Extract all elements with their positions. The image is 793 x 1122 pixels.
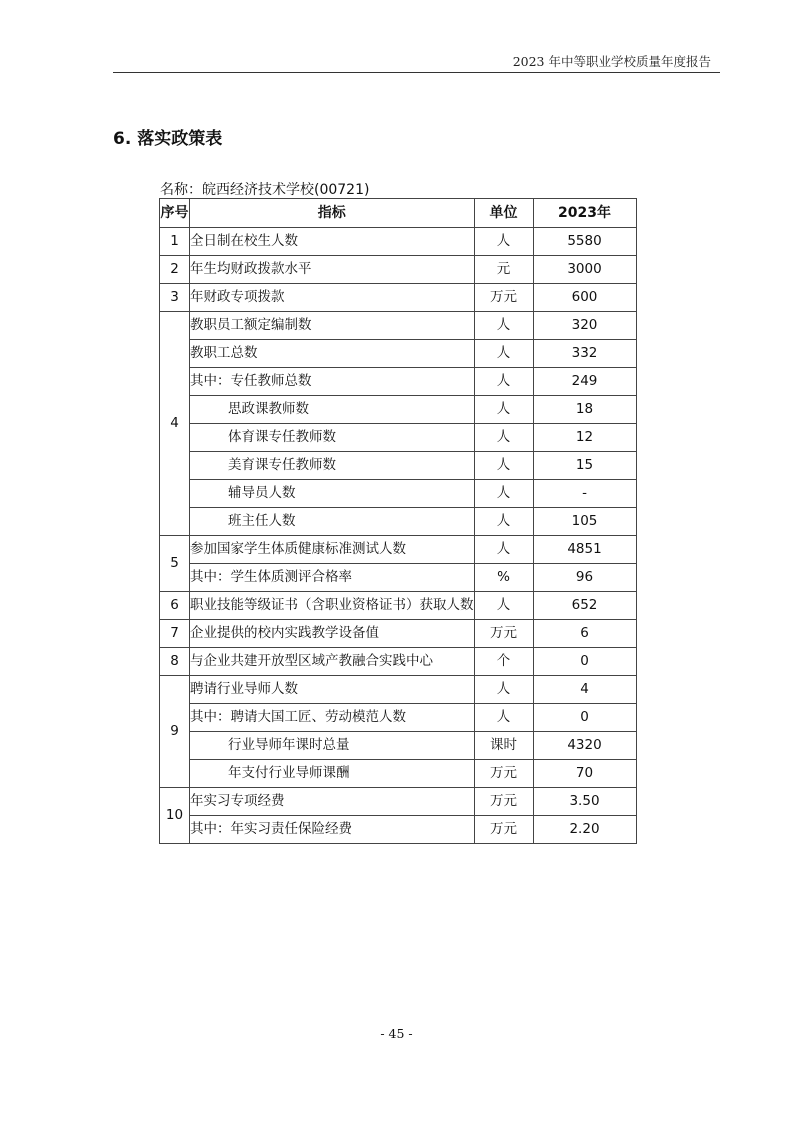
value-cell: 15 xyxy=(533,452,636,480)
unit-cell: 人 xyxy=(474,312,533,340)
unit-cell: 个 xyxy=(474,648,533,676)
value-cell: 105 xyxy=(533,508,636,536)
policy-table xyxy=(159,198,637,844)
value-cell: 3.50 xyxy=(533,788,636,816)
value-cell: - xyxy=(533,480,636,508)
indicator-cell: 其中：聘请大国工匠、劳动模范人数 xyxy=(190,704,475,732)
table-row xyxy=(160,396,637,424)
row-number: 5 xyxy=(160,536,190,592)
unit-cell: 人 xyxy=(474,536,533,564)
indicator-cell: 参加国家学生体质健康标准测试人数 xyxy=(190,536,475,564)
table-row xyxy=(160,368,637,396)
table-row xyxy=(160,256,637,284)
header-indicator: 指标 xyxy=(190,199,475,228)
value-cell: 0 xyxy=(533,648,636,676)
row-number: 3 xyxy=(160,284,190,312)
unit-cell: 人 xyxy=(474,480,533,508)
row-number: 6 xyxy=(160,592,190,620)
value-cell: 652 xyxy=(533,592,636,620)
table-row xyxy=(160,564,637,592)
table-row xyxy=(160,676,637,704)
indicator-cell: 职业技能等级证书（含职业资格证书）获取人数 xyxy=(190,592,475,620)
value-cell: 70 xyxy=(533,760,636,788)
indicator-cell: 其中：学生体质测评合格率 xyxy=(190,564,475,592)
indicator-cell: 其中：专任教师总数 xyxy=(190,368,475,396)
table-row xyxy=(160,592,637,620)
table-row xyxy=(160,788,637,816)
header-divider xyxy=(113,72,720,73)
section-title: 6. 落实政策表 xyxy=(113,129,223,149)
school-name: 名称：皖西经济技术学校(00721) xyxy=(160,182,370,198)
unit-cell: 人 xyxy=(474,452,533,480)
table-header-row xyxy=(160,199,637,228)
row-number: 2 xyxy=(160,256,190,284)
indicator-cell: 与企业共建开放型区域产教融合实践中心 xyxy=(190,648,475,676)
value-cell: 2.20 xyxy=(533,816,636,844)
table-row xyxy=(160,536,637,564)
indicator-cell: 教职工总数 xyxy=(190,340,475,368)
table-row xyxy=(160,816,637,844)
table-row xyxy=(160,648,637,676)
table-row xyxy=(160,340,637,368)
indicator-cell: 企业提供的校内实践教学设备值 xyxy=(190,620,475,648)
value-cell: 332 xyxy=(533,340,636,368)
value-cell: 249 xyxy=(533,368,636,396)
unit-cell: 课时 xyxy=(474,732,533,760)
unit-cell: 万元 xyxy=(474,816,533,844)
table-row xyxy=(160,508,637,536)
value-cell: 4851 xyxy=(533,536,636,564)
row-number: 7 xyxy=(160,620,190,648)
page-number: - 45 - xyxy=(380,1026,413,1041)
indicator-cell: 思政课教师数 xyxy=(190,396,475,424)
table-row xyxy=(160,704,637,732)
indicator-cell: 年支付行业导师课酬 xyxy=(190,760,475,788)
indicator-cell: 年实习专项经费 xyxy=(190,788,475,816)
indicator-cell: 其中：年实习责任保险经费 xyxy=(190,816,475,844)
unit-cell: 人 xyxy=(474,676,533,704)
header-unit: 单位 xyxy=(474,199,533,228)
table-row xyxy=(160,620,637,648)
table-row xyxy=(160,732,637,760)
indicator-cell: 班主任人数 xyxy=(190,508,475,536)
row-number: 1 xyxy=(160,228,190,256)
indicator-cell: 年生均财政拨款水平 xyxy=(190,256,475,284)
header-title: 2023 年中等职业学校质量年度报告 xyxy=(512,54,711,69)
unit-cell: 人 xyxy=(474,424,533,452)
header-no: 序号 xyxy=(160,199,190,228)
indicator-cell: 体育课专任教师数 xyxy=(190,424,475,452)
indicator-cell: 辅导员人数 xyxy=(190,480,475,508)
value-cell: 4320 xyxy=(533,732,636,760)
policy-table-body xyxy=(160,228,637,844)
indicator-cell: 全日制在校生人数 xyxy=(190,228,475,256)
unit-cell: 万元 xyxy=(474,284,533,312)
table-row xyxy=(160,480,637,508)
row-number: 4 xyxy=(160,312,190,536)
value-cell: 96 xyxy=(533,564,636,592)
value-cell: 600 xyxy=(533,284,636,312)
indicator-cell: 聘请行业导师人数 xyxy=(190,676,475,704)
row-number: 10 xyxy=(160,788,190,844)
unit-cell: 人 xyxy=(474,340,533,368)
unit-cell: 人 xyxy=(474,228,533,256)
unit-cell: 人 xyxy=(474,508,533,536)
indicator-cell: 行业导师年课时总量 xyxy=(190,732,475,760)
value-cell: 6 xyxy=(533,620,636,648)
indicator-cell: 年财政专项拨款 xyxy=(190,284,475,312)
table-row xyxy=(160,228,637,256)
indicator-cell: 美育课专任教师数 xyxy=(190,452,475,480)
unit-cell: 万元 xyxy=(474,760,533,788)
value-cell: 5580 xyxy=(533,228,636,256)
table-row xyxy=(160,452,637,480)
unit-cell: 人 xyxy=(474,704,533,732)
value-cell: 3000 xyxy=(533,256,636,284)
table-row xyxy=(160,424,637,452)
value-cell: 320 xyxy=(533,312,636,340)
unit-cell: % xyxy=(474,564,533,592)
value-cell: 18 xyxy=(533,396,636,424)
unit-cell: 万元 xyxy=(474,788,533,816)
table-row xyxy=(160,312,637,340)
value-cell: 12 xyxy=(533,424,636,452)
row-number: 9 xyxy=(160,676,190,788)
indicator-cell: 教职员工额定编制数 xyxy=(190,312,475,340)
value-cell: 4 xyxy=(533,676,636,704)
table-row xyxy=(160,760,637,788)
unit-cell: 人 xyxy=(474,368,533,396)
unit-cell: 元 xyxy=(474,256,533,284)
value-cell: 0 xyxy=(533,704,636,732)
header-year: 2023年 xyxy=(533,199,636,228)
unit-cell: 人 xyxy=(474,396,533,424)
unit-cell: 人 xyxy=(474,592,533,620)
row-number: 8 xyxy=(160,648,190,676)
unit-cell: 万元 xyxy=(474,620,533,648)
table-row xyxy=(160,284,637,312)
